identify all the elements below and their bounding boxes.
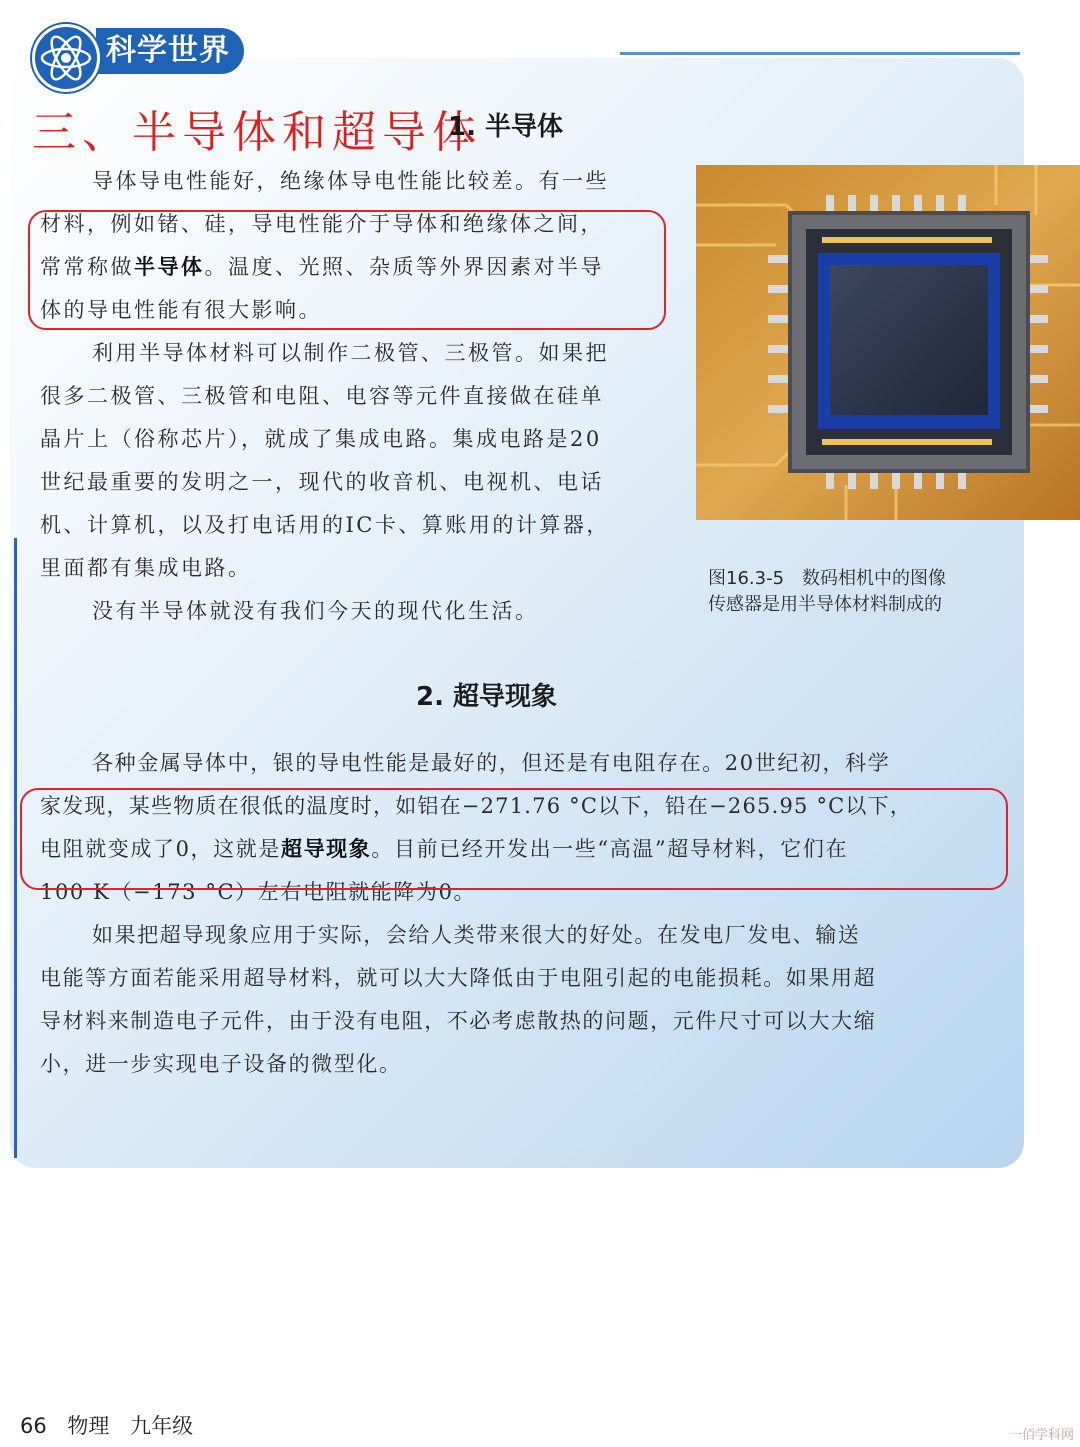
s2-line-6: 电能等方面若能采用超导材料，就可以大大降低由于电阻引起的电能损耗。如果用超	[40, 966, 877, 990]
figure-caption	[708, 566, 946, 618]
section1-heading: 1. 半导体	[448, 112, 564, 142]
s2-line-7: 导材料来制造电子元件，由于没有电阻，不必考虑散热的问题，元件尺寸可以大大缩	[40, 1009, 877, 1033]
page-footer	[20, 1410, 207, 1440]
watermark: 一佰学科网	[1008, 1428, 1074, 1443]
term-semiconductor: 半导体	[134, 255, 205, 279]
page-number: 66	[20, 1414, 47, 1438]
s1-line-10: 里面都有集成电路。	[40, 556, 252, 580]
s2-line-2: 家发现，某些物质在很低的温度时，如铝在−271.76 °C以下，铅在−265.95 °C以下，	[40, 794, 913, 818]
s2-line-3: 电阻就变成了0，这就是超导现象。目前已经开发出一些“高温”超导材料，它们在	[40, 837, 849, 861]
s1-line-5: 利用半导体材料可以制作二极管、三极管。如果把	[92, 341, 609, 365]
s1-line-1: 导体导电性能好，绝缘体导电性能比较差。有一些	[92, 169, 609, 193]
s1-line-4: 体的导电性能有很大影响。	[40, 298, 322, 322]
highlight-box-semiconductor	[28, 210, 666, 330]
caption-line-1: 图16.3-5 数码相机中的图像	[708, 568, 947, 589]
header-title: 科学世界	[96, 28, 244, 74]
s2-line-4: 100 K（−173 °C）左右电阻就能降为0。	[40, 880, 477, 904]
atom-logo-icon	[32, 24, 100, 92]
term-superconductivity: 超导现象	[280, 837, 372, 861]
s1-line-8: 世纪最重要的发明之一，现代的收音机、电视机、电话	[40, 470, 604, 494]
footer-subject: 物理	[67, 1414, 110, 1438]
s1-line-9: 机、计算机，以及打电话用的IC卡、算账用的计算器，	[40, 513, 610, 537]
s2-line-5: 如果把超导现象应用于实际，会给人类带来很大的好处。在发电厂发电、输送	[92, 923, 861, 947]
s2-line-8: 小，进一步实现电子设备的微型化。	[40, 1052, 402, 1076]
panel-left-rule	[14, 538, 17, 1158]
header-rule	[620, 52, 1020, 55]
s1-line-11: 没有半导体就没有我们今天的现代化生活。	[92, 599, 539, 623]
s1-line-3: 常常称做半导体。温度、光照、杂质等外界因素对半导	[40, 255, 604, 279]
section2-heading: 2. 超导现象	[416, 682, 558, 712]
handwritten-title: 三、半导体和超导体	[32, 107, 482, 158]
footer-grade: 九年级	[130, 1414, 194, 1438]
s1-line-6: 很多二极管、三极管和电阻、电容等元件直接做在硅单	[40, 384, 604, 408]
image-sensor-photo	[696, 165, 1080, 520]
s1-line-7: 晶片上（俗称芯片），就成了集成电路。集成电路是20	[40, 427, 602, 451]
highlight-box-superconductivity	[20, 788, 1008, 890]
s1-line-2: 材料，例如锗、硅，导电性能介于导体和绝缘体之间，	[40, 212, 604, 236]
s2-line-1: 各种金属导体中，银的导电性能是最好的，但还是有电阻存在。20世纪初，科学	[92, 751, 891, 775]
caption-line-2: 传感器是用半导体材料制成的	[708, 594, 942, 615]
